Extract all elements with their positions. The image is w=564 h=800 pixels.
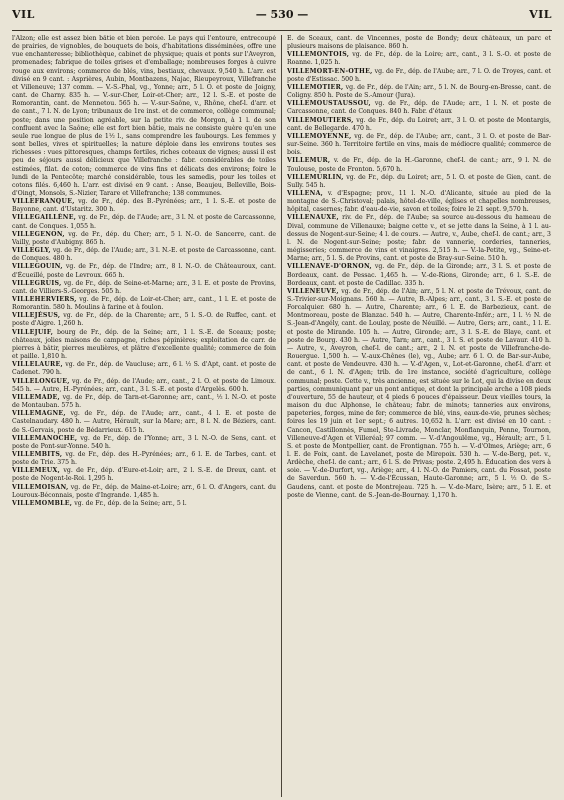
dictionary-entry — [287, 190, 551, 214]
dictionary-entry — [12, 484, 276, 500]
entry-headword: VILLEMOYENNE, — [287, 132, 352, 140]
entry-text: vg. de Fr., dép. de l'Aude; arr., cant., 4 l. E. et poste de Castelnaudary. 480 h. — Autre, Hérault, sur la Mare; arr., 8 l. N. de Béziers, cant. de S.-Gervais, poste de Bédarrieux. 615 h. — [12, 410, 276, 434]
dictionary-entry — [287, 133, 551, 157]
entry-headword: VILLEMOTIER, — [287, 83, 344, 91]
entry-headword: VILLEFRANQUE, — [12, 198, 75, 206]
entry-headword: VILLEGRUIS, — [12, 279, 62, 287]
entry-text: vg. de Fr., dép. de l'Aude; arr., 3 l. N. et poste de Carcassonne, cant. de Conques. 1,055 h. — [12, 214, 276, 230]
entry-text: vg. de Fr., dép. des B.-Pyrénées; arr., 1 l. S.-E. et poste de Bayonne, cant. d'Ustaritz. 300 h. — [12, 198, 276, 214]
two-column-body — [12, 35, 552, 797]
column-divider — [281, 35, 282, 797]
dictionary-entry — [12, 263, 276, 279]
entry-text: vg. de Fr., dép. de l'Aube; arr., cant., 3 l. O. et poste de Bar-sur-Seine. 360 h. Territoire fertile en vins, mais de médiocre qualité; commerce de bois. — [287, 132, 551, 157]
entry-text: vg. de Fr., dép. de l'Indre; arr., 8 l. N.-O. de Châteauroux, cant. d'Écueillé, poste de Levroux. 665 h. — [12, 263, 276, 279]
entry-text: vg. de Fr., dép. de Tarn-et-Garonne; arr., cant., ½ l. N.-O. et poste de Montauban. 575 h. — [12, 393, 276, 410]
entry-headword: VILLEGENON, — [12, 230, 65, 238]
entry-headword: VILLEMAGNE, — [12, 410, 66, 418]
dictionary-entry — [12, 198, 276, 214]
dictionary-entry — [287, 157, 551, 173]
entry-headword: VILLENEUVE, — [287, 287, 339, 295]
entry-headword: VILLEMOUTIERS, — [287, 116, 354, 124]
entry-headword: VILLEMORT-EN-OTHE, — [287, 67, 373, 75]
entry-headword: VILLEMANOCHE, — [12, 434, 78, 442]
entry-headword: VILLENAUXE, — [287, 214, 339, 222]
entry-headword: VILLELAURE, — [12, 361, 63, 369]
dictionary-entry — [12, 361, 276, 377]
entry-text: vg. de Fr., dép. de la Charente; arr., 5 l. S.-O. de Ruffec, cant. et poste d'Aigre. 1,260 h. — [12, 312, 276, 328]
entry-headword: VILLELONGUE, — [12, 377, 70, 385]
dictionary-entry — [287, 263, 551, 287]
dictionary-entry — [12, 410, 276, 434]
entry-headword: VILLEMUR, — [287, 157, 331, 165]
entry-headword: VILLENA, — [287, 189, 324, 197]
entry-text: vg. de Fr., dép. de l'Yonne; arr., 3 l. N.-O. de Sens, cant. et poste de Pont-sur-Yonne. 540 h. — [12, 434, 276, 450]
header-right-running-head: VIL — [529, 8, 552, 21]
entry-text: vg. de Fr., dép. de l'Ain; arr., 5 l. N. de Bourg-en-Bresse, cant. de Coligny. 850 h. Poste de S.-Amour (Jura). — [287, 83, 551, 100]
dictionary-entry — [287, 100, 551, 116]
entry-headword: VILLEGOUIN, — [12, 263, 63, 271]
header-left-running-head: VIL — [12, 8, 35, 21]
right-column — [287, 35, 551, 797]
entry-headword: VILLEMOISAN, — [12, 483, 69, 491]
entry-text: v. de Fr., dép. de la H.-Garonne, chef-l. de cant.; arr., 9 l. N. de Toulouse, poste de Fronton. 5,670 h. — [287, 157, 551, 173]
entry-text: vg. de Fr., dép. de l'Aube; arr., 7 l. O. de Troyes, cant. et poste d'Estissac. 500 h. — [287, 67, 551, 83]
entry-headword: VILLEGLY, — [12, 247, 51, 255]
entry-headword: VILLEJUIF, — [12, 328, 54, 336]
entry-text: vg. de Fr., dép. de Vaucluse; arr., 6 l. ½ S. d'Apt, cant. et poste de Cadenet. 790 h. — [12, 361, 276, 377]
entry-headword: VILLEMBITS, — [12, 450, 63, 458]
dictionary-entry — [12, 451, 276, 467]
entry-text: vg. de Fr., dép. d'Eure-et-Loir; arr., 2 l. S.-E. de Dreux, cant. et poste de Nogent-le-Roi. 1,295 h. — [12, 467, 276, 483]
entry-headword: VILLEMURLIN, — [287, 173, 344, 181]
dictionary-entry — [12, 378, 276, 394]
entry-text: vg. de Fr., dép. de l'Ain; arr., 5 l. N. et poste de Trévoux, cant. de S.-Trivier-sur-Moignans. 560 h. — Autre, B.-Alpes; arr., cant., 3 l. S.-E. et poste de Forcalquier. 680 h. — Autre, Charente; arr., 6 l. E. de Barbezieux, cant. de Montmoreau, poste de Blanzac. 540 h. — Autre, Charente-Infér.; arr., 1 l. ½ N. de S.-Jean-d'Angély, cant. de Loulay, poste de Néuillé. — Autre, Gers; arr., cant., 1 l. E. et poste de Mirande. 105 h. — Autre, Gironde; arr., 3 l. S.-E. de Blaye, cant. et poste de Bourg. 430 h. — Autre, Tarn; arr., cant., 3 l. S. et poste de Lavaur. 410 h. — Autre, v., Aveyron, chef-l. de cant.; arr., 2 l. N. et poste de Villefranche-de-Rouergue. 1,500 h. — V.-aux-Chênes (le), vg., Aube; arr. 6 l. O. de Bar-sur-Aube, cant. et poste de Vendeuvre. 430 h. — V.-d'Agen, v., Lot-et-Garonne, chef-l. d'arr. et de cant., 6 l. N. d'Agen; trib. de 1re instance, société d'agriculture, collège communal; poste. Cette v., très ancienne, est située sur le Lot, qui la divise en deux parties, communiquant par un pont antique, et dont la principale arche a 108 pieds d'ouverture, 55 de hauteur, et 4 pieds 6 pouces d'épaisseur. Deux vieilles tours, la maison du duc Alphonse, le château; fabr. de minots; tanneries aux environs, papeteries, forges, mine de fer; commerce de blé, vins, eaux-de-vie, prunes sèches; foires les 19 juin et 1er sept.; 6 autres. 10,652 h. L'arr. est divisé en 10 cant. : Cancon, Castillonnès, Fumel, Ste-Livrade, Monclar, Monflanquin, Penne, Tournon, Villeneuve-d'Agen et Villeréal; 97 comm. — V.-d'Angoulême, vg., Hérault; arr., 5 l. S. et poste de Montpellier, cant. de Frontignan. 755 h. — V.-d'Olmes, Ariège; arr., 6 l. E. de Foix, cant. de Lavelanet, poste de Mirepoix. 530 h. — V.-de-Berg, pet. v., Ardèche, chef-l. de cant.; arr., 6 l. S. de Privas; poste. 2,495 h. Éducation des vers à soie. — V.-de-Durfort, vg., Ariège; arr., 4 l. N.-O. de Pamiers, cant. du Fossat, poste de Saverdun. 560 h. — V.-de-l'Écussan, Haute-Garonne; arr., 5 l. ½ O. de S.-Gaudens, cant. et poste de Montrejeau. 725 h. — V.-de-Marc, Isère; arr., 5 l. E. et poste de Vienne, cant. de S.-Jean-de-Bournay. 1,170 h. — [287, 287, 551, 499]
entry-text: vg. de Fr., dép. de l'Aude; arr., 1 l. N. et poste de Carcassonne, cant. de Conques. 840 h. Fabr. d'étaux — [287, 100, 551, 116]
entry-text: vg. de Fr., dép. de Seine-et-Marne; arr., 3 l. E. et poste de Provins, cant. de Villiers-S.-Georges. 505 h. — [12, 279, 276, 295]
entry-text: vg. de Fr., dép. du Cher; arr., 5 l. N.-O. de Sancerre, cant. de Vailly, poste d'Aubigny. 865 h. — [12, 230, 276, 246]
entry-text: vg. de Fr., dép. de l'Aude; arr., cant., 2 l. O. et poste de Limoux. 545 h. — Autre, H.-Pyrénées; arr., cant., 3 l. S.-E. et poste d'Argelès. 600 h. — [12, 377, 276, 393]
dictionary-entry — [12, 467, 276, 483]
page-number: — 530 — — [255, 8, 309, 21]
dictionary-entry — [287, 68, 551, 84]
entry-text: vg. de Fr., dép. de la Gironde; arr., 3 l. S. et poste de Bordeaux, cant. de Pessac. 1,465 h. — V.-de-Rions, Gironde; arr., 6 l. S.-E. de Bordeaux, cant. et poste de Cadillac. 335 h. — [287, 263, 551, 287]
dictionary-entry — [287, 51, 551, 67]
dictionary-entry — [12, 280, 276, 296]
page-header — [12, 8, 552, 31]
dictionary-entry — [12, 231, 276, 247]
entry-text: l'Alzon; elle est assez bien bâtie et bien percée. Le pays qui l'entoure, entrecoupé de prairies, de vignobles, de bouquets de bois, d'habitations disséminées, offre une vue enchanteresse; bibliothèque, cabinet de physique; quais et ponts sur l'Aveyron, promenades; fabrique de toiles grises et d'emballage; nombreuses forges à cuivre rouge aux environs; commerce de blés, vins, bestiaux, chevaux. 9,540 h. L'arr. est divisé en 9 cant. : Asprières, Aubin, Montbazens, Najac, Rieupeyroux, Villefranche et Villeneuve; 137 comm. — V.-S.-Phal, vg., Yonne; arr., 5 l. O. et poste de Joigny, cant. de Charny. 835 h. — V.-sur-Cher, Loir-et-Cher; arr., 12 l. S.-E. et poste de Romorantin, cant. de Mennetou. 565 h. — V.-sur-Saône, v., Rhône, chef-l. d'arr. et de cant., 7 l. N. de Lyon; tribunaux de 1re inst. et de commerce, collège communal; poste; dans une position agréable, sur la petite riv. de Morgon, à 1 l. de son confluent avec la Saône; elle est fort bien bâtie, mais ne consiste guère qu'en une seule rue longue de plus de 1½ l., sans comprendre les faubourgs. Les femmes y sont belles, vives et spirituelles; la nature déploie dans les environs toutes ses richesses : vues pittoresques, champs fertiles, riches coteaux de vignes; aussi il est peu de séjours aussi délicieux que Villefranche : fabr. considérables de toiles estimées, filat. de coton; commerce de vins fins et délicats des environs; foire le lundi de la Pentecôte; marché considérable, tous les samedis, pour les toiles et cotons filés. 6,460 h. L'arr. est divisé en 9 cant. : Anse, Beaujeu, Belleville, Bois-d'Oingt, Monsols, S.-Nizier, Tarare et Villefranche; 138 communes. — [12, 35, 276, 197]
entry-text: riv. de Fr., dép. de l'Aube; sa source au-dessous du hameau de Dival, commune de Villenauxe; baigne cette v., et se jette dans la Seine, à 1 l. au-dessus de Nogent-sur-Seine; 4 l. de cours. — Autre, v., Aube, chef-l. de cant.; arr., 3 l. N. de Nogent-sur-Seine; poste; fabr. de vannerie, corderies, tanneries, mégisseries; commerce de vins et vinaigres. 2,515 h. — V.-la-Petite, vg., Seine-et-Marne; arr., 5 l. S. de Provins, cant. et poste de Bray-sur-Seine. 510 h. — [287, 214, 551, 263]
entry-headword: VILLEMOMBLE, — [12, 499, 73, 507]
dictionary-entry — [287, 174, 551, 190]
entry-text: vg. de Fr., dép. de l'Aude; arr., 3 l. N.-E. et poste de Carcassonne, cant. de Conques. 480 h. — [12, 247, 276, 263]
dictionary-entry — [287, 117, 551, 133]
dictionary-entry — [12, 435, 276, 451]
dictionary-entry — [12, 296, 276, 312]
entry-text: bourg de Fr., dép. de la Seine; arr., 1 l. S.-E. de Sceaux; poste; châteaux, jolies maisons de campagne, riches pépinières; exploitation de carr. de pierres à bâtir, pierres meulières, et plâtre d'excellente qualité; commerce de foin et paille. 1,810 h. — [12, 328, 276, 361]
entry-text: v. d'Espagne; prov., 11 l. N.-O. d'Alicante, située au pied de la montagne de S.-Christoval; palais, hôtel-de-ville, églises et chapelles nombreuses, hôpital, casernes; fabr. d'eau-de-vie, savon et toiles; foire le 21 sept. 9,570 h. — [287, 189, 551, 214]
entry-headword: VILLEMONTOIS, — [287, 51, 350, 59]
dictionary-entry — [12, 247, 276, 263]
entry-text: vg. de Fr., dép. de la Loire; arr., cant., 3 l. S.-O. et poste de Roanne. 1,025 h. — [287, 51, 551, 67]
entry-text: vg. de Fr., dép. des H.-Pyrénées; arr., 6 l. E. de Tarbes, cant. et poste de Trie. 375 h. — [12, 450, 276, 467]
entry-text: vg. de Fr., dép. de Maine-et-Loire; arr., 6 l. O. d'Angers, cant. du Louroux-Béconnais, poste d'Ingrande. 1,485 h. — [12, 483, 276, 499]
left-column — [12, 35, 276, 797]
dictionary-entry — [287, 35, 551, 51]
entry-text: vg. de Fr., dép. du Loiret; arr., 3 l. O. et poste de Montargis, cant. de Bellegarde. 470 h. — [287, 116, 551, 132]
entry-headword: VILLEMADE, — [12, 393, 60, 401]
dictionary-entry — [12, 312, 276, 328]
dictionary-entry — [12, 394, 276, 410]
entry-text: vg. de Fr., dép. de la Seine; arr., 5 l. — [74, 499, 187, 507]
dictionary-entry — [12, 329, 276, 362]
dictionary-entry — [287, 288, 551, 500]
entry-headword: VILLEMEUX, — [12, 467, 61, 475]
dictionary-entry — [287, 214, 551, 263]
entry-text: E. de Sceaux, cant. de Vincennes, poste de Bondy; deux châteaux, un parc et plusieurs maisons de plaisance. 860 h. — [287, 35, 551, 51]
entry-text: vg. de Fr., dép. de Loir-et-Cher; arr., cant., 1 l. E. et poste de Romorantin. 580 h. Moulins à farine et à foulon. — [12, 296, 276, 312]
dictionary-entry — [12, 214, 276, 230]
entry-headword: VILLEGAILLÈNE, — [12, 214, 77, 222]
dictionary-entry — [12, 500, 276, 508]
dictionary-entry — [287, 84, 551, 100]
entry-headword: VILLEJÉSUS, — [12, 312, 61, 320]
entry-headword: VILLENAVE-D'ORNON, — [287, 263, 372, 271]
dictionary-entry — [12, 35, 276, 198]
entry-headword: VILLEHERVIERS, — [12, 296, 77, 303]
entry-text: vg. de Fr., dép. du Loiret; arr., 5 l. O. et poste de Gien, cant. de Sully. 545 h. — [287, 173, 551, 189]
entry-headword: VILLEMOUSTAUSSOU, — [287, 100, 371, 108]
